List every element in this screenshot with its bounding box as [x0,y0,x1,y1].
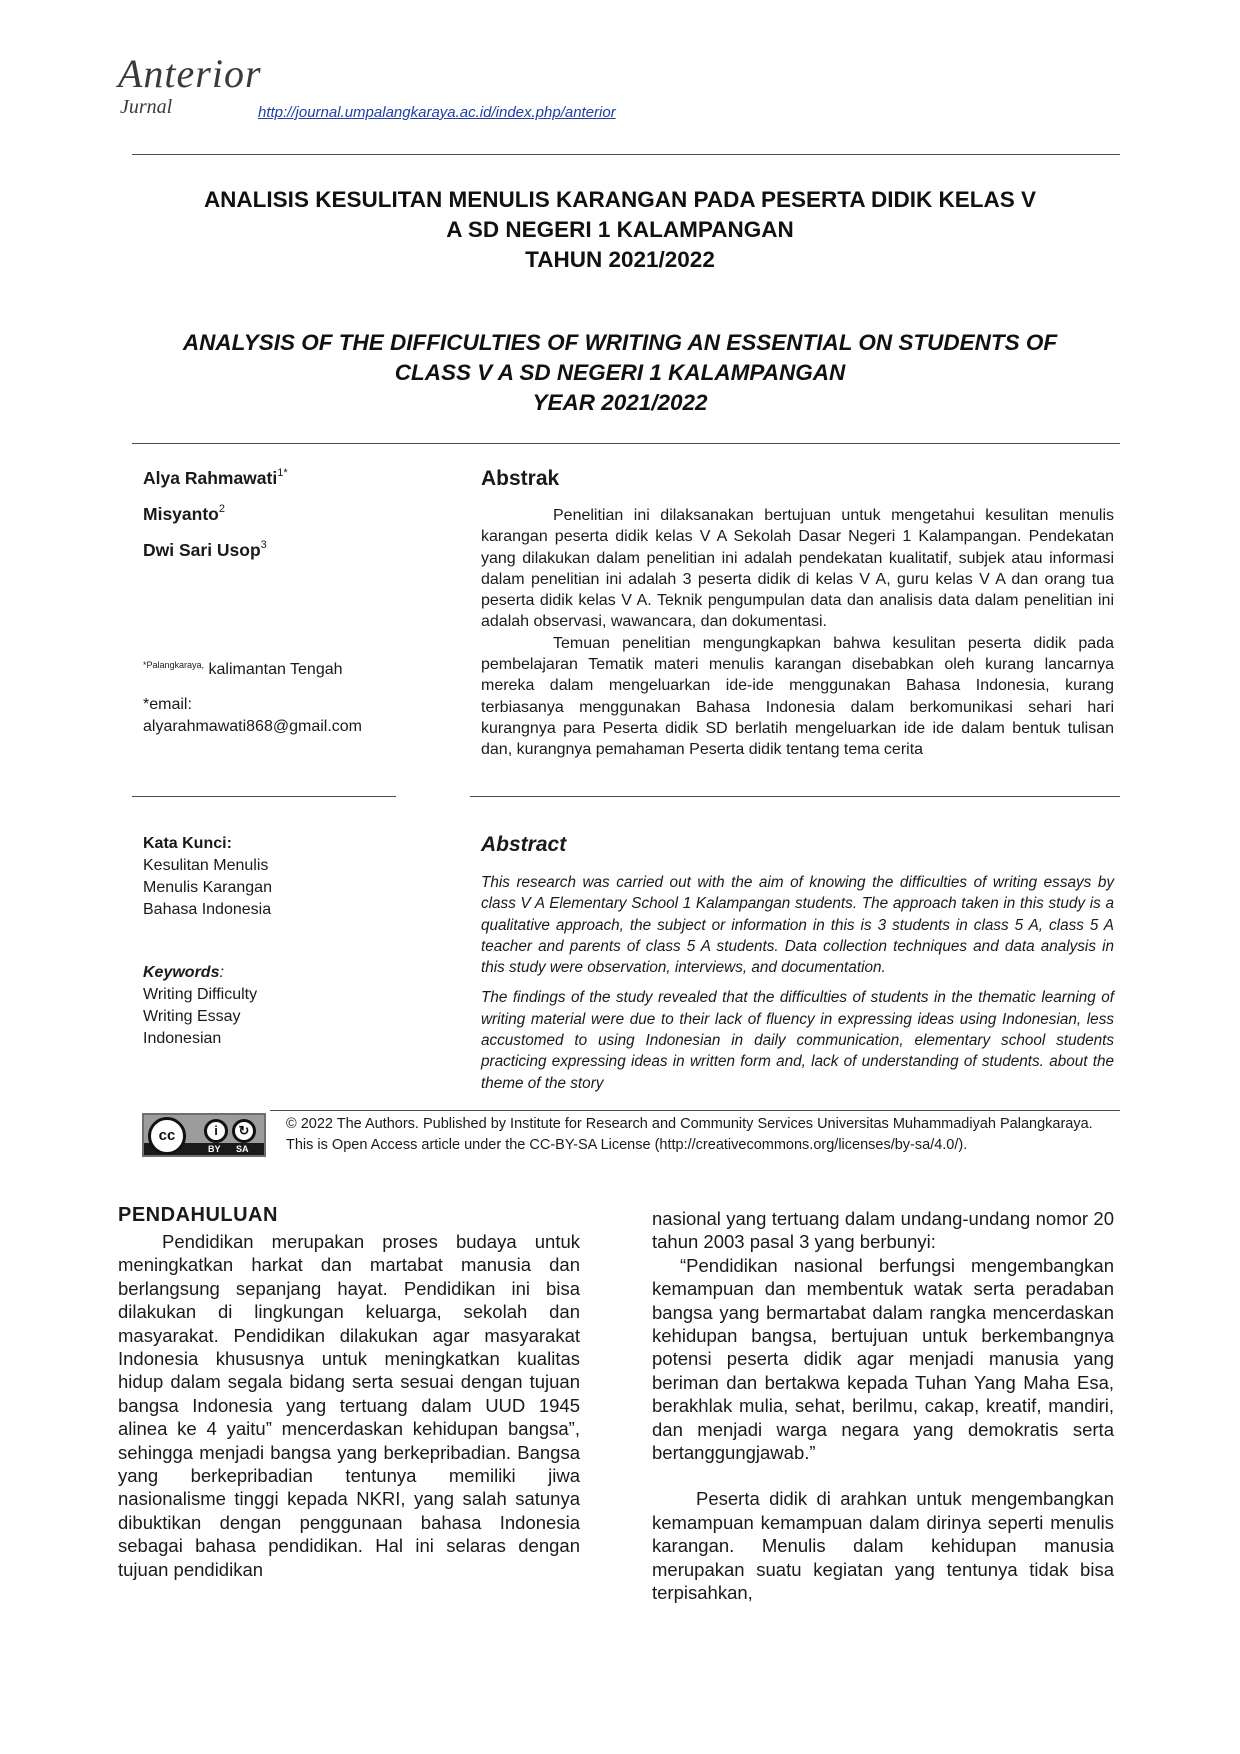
badge-by-label: BY [208,1144,221,1154]
keywords-block [143,962,257,1050]
author-1 [143,467,288,489]
kata-kunci-item: Menulis Karangan [143,879,272,896]
license-notice [286,1114,1116,1156]
abstrak-body [481,505,1114,761]
title-id-line-3: TAHUN 2021/2022 [525,247,715,272]
abstract-column-divider [470,796,1120,797]
creative-commons-icon: cc [148,1117,186,1155]
title-en-line-1: ANALYSIS OF THE DIFFICULTIES OF WRITING AN ESSENTIAL ON STUDENTS OF [182,330,1058,355]
journal-logo: Anterior [118,51,262,96]
keywords-heading-line [143,962,257,984]
affiliation [143,660,343,679]
keywords-heading: Keywords [143,964,220,981]
email-label: *email: [143,696,192,713]
affiliation-text: kalimantan Tengah [204,661,343,678]
abstrak-heading: Abstrak [481,467,560,490]
abstract-paragraph-1: This research was carried out with the aim of knowing the difficulties of writing essays by class V A Elementary School 1 Kalampangan students. The approach taken in this study is a qualitative approach, the subject or information in this is 3 students in class 5 A, class 5 A teacher and parents of class 5 A students. Data collection techniques and data analysis in this study were observation, interviews, and documentation. [481,874,1114,977]
body-paragraph: Pendidikan merupakan proses budaya untuk meningkatkan harkat dan martabat manusia dan berlangsung sepanjang hayat. Pendidikan ini bisa dilakukan di lingkungan keluarga, sekolah dan masyarakat. Pendidikan dilakukan agar masyarakat Indonesia khususnya untuk meningkatkan kualitas hidup dalam segala bidang serta sesuai dengan tujuan bangsa Indonesia yang tertuang dalam UUD 1945 alinea ke 4 yaitu” mencerdaskan kehidupan bangsa”, sehingga menjadi bangsa yang berkepribadian. Bangsa yang berkepribadian tentunya memiliki jiwa nasionalisme tinggi kepada NKRI, yang salah satunya dibuktikan dengan penggunaan bahasa Indonesia sebagai bahasa pendidikan. Hal ini selaras dengan tujuan pendidikan [118,1231,580,1580]
author-1-name: Alya Rahmawati [143,468,278,488]
quoted-passage: “Pendidikan nasional berfungsi mengembangkan kemampuan dan membentuk watak serta peradaban bangsa yang bermartabat dalam rangka mencerdaskan kehidupan bangsa, bertujuan untuk berkembangnya potensi peserta didik agar menjadi manusia yang beriman dan bertakwa kepada Tuhan Yang Maha Esa, berakhlak mulia, sehat, berilmu, cakap, kreatif, mandiri, dan menjadi warga negara yang demokratis serta bertanggungjawab.” [652,1254,1114,1464]
author-1-mark: 1* [277,467,288,479]
keyword-item: Indonesian [143,1030,222,1047]
body-left-column [118,1230,580,1581]
license-line-1: © 2022 The Authors. Published by Institute for Research and Community Services Universitas Muhammadiyah Palangkaraya. [286,1116,1093,1132]
attribution-icon: i [204,1119,228,1143]
title-divider [132,443,1120,444]
body-paragraph: Peserta didik di arahkan untuk mengembangkan kemampuan kemampuan dalam dirinya seperti menulis karangan. Menulis dalam kehidupan manusia merupakan suatu kegiatan yang tentunya tidak bisa terpisahkan, [652,1488,1114,1604]
author-3-name: Dwi Sari Usop [143,540,261,560]
abstrak-paragraph-2: Temuan penelitian mengungkapkan bahwa kesulitan peserta didik pada pembelajaran Tematik materi menulis karangan disebabkan oleh kurang lancarnya mereka dalam mengeluarkan ide-ide menggunakan Bahasa Indonesia, kurang terbiasanya menggunakan Bahasa Indonesia dalam berkomunikasi sehari hari kurangnya para Peserta didik SD berlatih mengeluarkan ide ide dalam bentuk tulisan dan, kurangnya pemahaman Peserta didik tentang tema cerita [481,634,1114,759]
journal-logo-subtitle: Jurnal [120,96,173,118]
body-right-column [652,1207,1114,1605]
badge-sa-label: SA [236,1144,249,1154]
license-line-2: This is Open Access article under the CC-BY-SA License (http://creativecommons.org/licenses/by-sa/4.0/). [286,1137,968,1153]
keyword-item: Writing Essay [143,1008,241,1025]
license-divider [270,1110,1120,1111]
author-2-name: Misyanto [143,504,219,524]
section-heading-pendahuluan: PENDAHULUAN [118,1204,278,1226]
title-indonesian [140,185,1100,275]
kata-kunci-heading: Kata Kunci: [143,835,232,852]
kata-kunci-block [143,833,272,921]
title-en-line-2: CLASS V A SD NEGERI 1 KALAMPANGAN [394,360,846,385]
keywords-heading-colon: : [219,964,224,981]
author-email[interactable]: alyarahmawati868@gmail.com [143,718,362,735]
affiliation-mark: *Palangkaraya, [143,660,205,670]
header-divider [132,154,1120,155]
kata-kunci-item: Bahasa Indonesia [143,901,272,918]
abstract-heading: Abstract [481,833,567,856]
title-english [140,328,1100,418]
journal-url-link[interactable]: http://journal.umpalangkaraya.ac.id/index.php/anterior [258,104,616,121]
abstrak-paragraph-1: Penelitian ini dilaksanakan bertujuan untuk mengetahui kesulitan menulis karangan peserta didik kelas V A Sekolah Dasar Negeri 1 Kalampangan. Pendekatan yang dilakukan dalam penelitian ini adalah pendekatan kualitatif, subjek atau informasi dalam penelitian ini adalah 3 peserta didik di kelas V A, guru kelas V A dan orang tua peserta didik kelas V A. Teknik pengumpulan data dan analisis data dalam penelitian ini adalah observasi, wawancara, dan dokumentasi. [481,507,1114,631]
kata-kunci-item: Kesulitan Menulis [143,857,269,874]
body-paragraph: nasional yang tertuang dalam undang-undang nomor 20 tahun 2003 pasal 3 yang berbunyi: [652,1208,1114,1253]
author-2-mark: 2 [218,503,225,515]
share-alike-icon: ↻ [232,1119,256,1143]
abstract-body [481,872,1114,1094]
title-en-line-3: YEAR 2021/2022 [532,390,708,415]
title-id-line-2: A SD NEGERI 1 KALAMPANGAN [446,217,794,242]
title-id-line-1: ANALISIS KESULITAN MENULIS KARANGAN PADA PESERTA DIDIK KELAS V [203,187,1037,212]
cc-by-sa-badge[interactable] [142,1113,266,1157]
author-2 [143,503,225,525]
author-column-divider [132,796,396,797]
author-3-mark: 3 [260,539,267,551]
keyword-item: Writing Difficulty [143,986,258,1003]
author-3 [143,539,267,561]
abstract-paragraph-2: The findings of the study revealed that the difficulties of students in the thematic learning of writing material were due to their lack of fluency in expressing ideas using Indonesian, less accustomed to using Indonesian in daily communication, elementary school students practicing expressing ideas in written form and, lack of understanding of students. about the theme of the story [481,989,1114,1092]
